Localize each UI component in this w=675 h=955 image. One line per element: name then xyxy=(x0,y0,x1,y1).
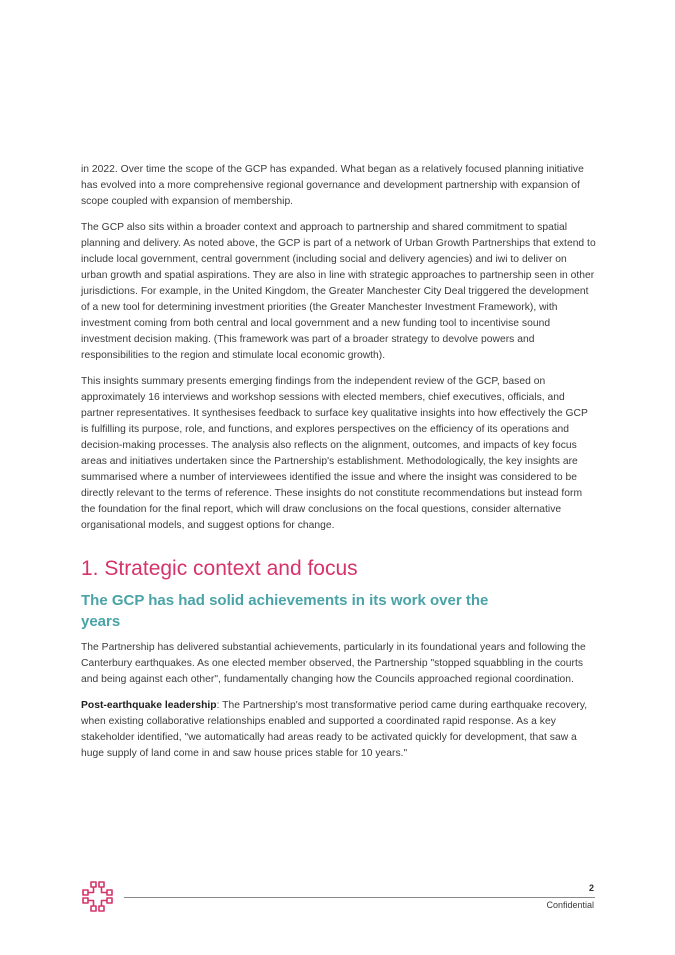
footer-divider xyxy=(124,897,595,898)
page-number: 2 xyxy=(588,883,594,893)
page-content xyxy=(81,162,596,772)
confidentiality-label: Confidential xyxy=(546,900,594,910)
body-paragraph-2: The GCP also sits within a broader context and approach to partnership and shared commitment to spatial planning and delivery. As noted above, the GCP is part of a network of Urban Growth Partnerships that extend to include local government, central government (including social and delivery agencies) and iwi to deliver on urban growth and spatial aspirations. They are also in line with strategic approaches to partnership seen in other jurisdictions. For example, in the United Kingdom, the Greater Manchester City Deal triggered the development of a new tool for determining investment priorities (the Greater Manchester Investment Framework), with investment coming from both central and local government and a new funding tool to incentivise sound investment decision making. (This framework was part of a broader strategy to devolve powers and responsibilities to the region and stimulate local economic growth). xyxy=(81,222,596,361)
body-paragraph-3: This insights summary presents emerging findings from the independent review of the GCP, based on approximately 16 interviews and workshop sessions with elected members, chief executives, officials, and partner representatives. It synthesises feedback to surface key qualitative insights into how effectively the GCP is fulfilling its purpose, role, and functions, and explores perspectives on the efficiency of its operations and decision-making processes. The analysis also reflects on the alignment, outcomes, and impacts of key focus areas and initiatives undertaken since the Partnership's establishment. Methodologically, the key insights are summarised where a number of interviewees identified the issue and where the insight was considered to be directly relevant to the terms of reference. These insights do not constitute recommendations but instead form the foundation for the final report, which will draw conclusions on the focal questions, consider alternative organisational models, and suggest options for change. xyxy=(81,376,588,531)
body-paragraph-1: in 2022. Over time the scope of the GCP has expanded. What began as a relatively focused planning initiative has evolved into a more comprehensive regional governance and development partnership with expansion of scope coupled with expansion of membership. xyxy=(81,164,584,207)
section-subheading: The GCP has had solid achievements in its work over the years xyxy=(81,592,489,630)
lead-label: Post-earthquake leadership xyxy=(81,700,217,711)
lead-text: : The Partnership's most transformative period came during earthquake recovery, when existing collaborative relationships enabled and supported a coordinated rapid response. As a key stakeholder identified, "we automatically had areas ready to be activated quickly for development, that saw a huge supply of land come in and saw house prices stable for 10 years." xyxy=(81,700,588,759)
section-paragraph-1: The Partnership has delivered substantial achievements, particularly in its foundational years and following the Canterbury earthquakes. As one elected member observed, the Partnership "stopped squabbling in the courts and being against each other", fundamentally changing how the Councils approached regional coordination. xyxy=(81,642,586,685)
partnership-knot-logo-icon xyxy=(81,880,114,913)
section-heading: 1. Strategic context and focus xyxy=(81,557,358,580)
section-paragraph-2 xyxy=(81,698,596,762)
